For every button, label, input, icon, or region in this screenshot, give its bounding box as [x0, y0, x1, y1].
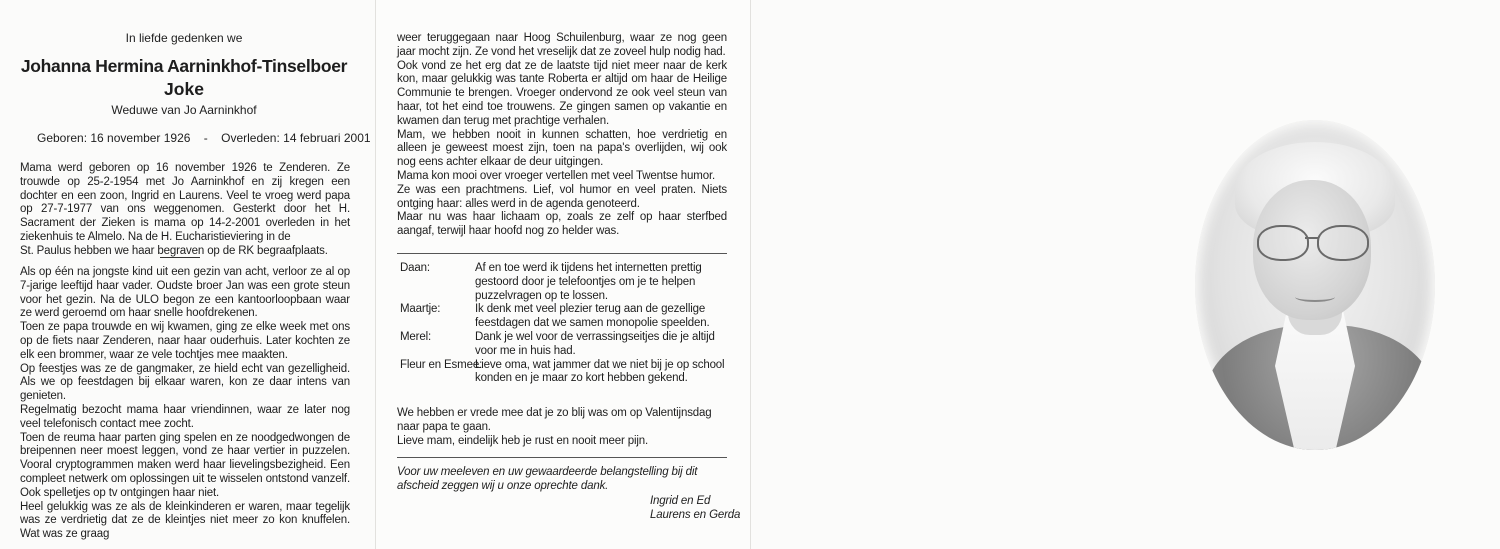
story-paragraph: Regelmatig bezocht mama haar vriendinnen, waar ze later nog veel telefonisch contact mee zocht.: [20, 403, 350, 430]
story-paragraph: Toen de reuma haar parten ging spelen en ze noodgedwongen de breipennen neer moest leggen, vond ze haar vertier in puzzelen. Vooral cryptogrammen maken werd haar lievelingsbezigheid. Een compleet netwerk om oplossingen uit te wisselen ontstond vanzelf. Ook spelletjes op tv ontgingen haar niet.: [20, 431, 350, 499]
grandchild-message: [397, 359, 730, 387]
grandchild-text: Ik denk met veel plezier terug aan de gezellige feestdagen dat we samen monopolie speelden.: [475, 303, 710, 330]
glasses-icon: [1253, 225, 1373, 261]
thank-you-note: [397, 466, 727, 494]
story-paragraph: Op feestjes was ze de gangmaker, ze hield echt van gezelligheid. Als we op feestdagen bij elkaar waren, kon ze daar intens van genieten.: [20, 362, 350, 403]
signatures: [650, 494, 740, 522]
grandchild-text: Lieve oma, wat jammer dat we niet bij je op school konden en je maar zo kort hebben gekend.: [475, 358, 725, 385]
divider: [160, 257, 200, 258]
closing-words: [397, 407, 727, 448]
fold-line: [750, 0, 751, 549]
story-paragraph: Ook vond ze het erg dat ze de laatste tijd niet meer naar de kerk kon, maar gelukkig was tante Roberta er altijd om haar de Heilige Communie te brengen. Vroeger ondervond ze ook veel steun van haar, tot het eind toe trouwens. Ze gingen samen op vakantie en kwamen dan terug met prachtige verhalen.: [397, 59, 727, 127]
portrait-smile: [1295, 292, 1335, 302]
grandchildren-messages: [397, 262, 730, 386]
thank-you-text: Voor uw meeleven en uw gewaardeerde belangstelling bij dit afscheid zeggen wij u onze oprechte dank.: [397, 466, 698, 492]
story-paragraph: Als op één na jongste kind uit een gezin van acht, verloor ze al op 7-jarige leeftijd haar vader. Oudste broer Jan was een grote steun voor het gezin. Na de ULO begon ze een kantoorloopbaan waar ze werd geroemd om haar snelle hoofdrekenen.: [20, 266, 350, 320]
deceased-name: Johanna Hermina Aarninkhof-Tinselboer: [20, 56, 348, 76]
fold-line: [375, 0, 376, 549]
grandchild-message: [397, 331, 730, 359]
divider: [397, 253, 727, 254]
portrait-photo: [1195, 120, 1435, 450]
widow-line: Weduwe van Jo Aarninkhof: [111, 103, 257, 117]
grandchild-message: [397, 262, 730, 303]
story-paragraph: Heel gelukkig was ze als de kleinkinderen er waren, maar tegelijk was ze verdrietig dat ze de kleintjes niet meer zo kon knuffelen. Wat was ze graag: [20, 500, 350, 541]
grandchild-text: Dank je wel voor de verrassingseitjes die je altijd voor me in huis had.: [475, 330, 715, 357]
biography-burial: St. Paulus hebben we haar begraven op de RK begraafplaats.: [20, 244, 328, 257]
story-paragraph: weer teruggegaan naar Hoog Schuilenburg, waar ze nog geen jaar mocht zijn. Ze vond het vreselijk dat ze zoveel hulp nodig had.: [397, 32, 727, 58]
signature-line: Ingrid en Ed: [650, 495, 711, 507]
grandchild-name: Fleur en Esmee:: [400, 358, 483, 371]
story-paragraph: Mam, we hebben nooit in kunnen schatten, hoe verdrietig en alleen je geweest moest zijn, toen na papa's overlijden, wij ook nog eens achter elkaar de deur uitgingen.: [397, 128, 727, 169]
story-paragraph: Maar nu was haar lichaam op, zoals ze zelf op haar sterfbed aangaf, terwijl haar hoofd nog zo helder was.: [397, 211, 727, 238]
intro-line: In liefde gedenken we: [125, 31, 243, 45]
life-dates: Geboren: 16 november 1926 - Overleden: 14 februari 2001: [37, 131, 371, 145]
continued-story: [397, 32, 727, 239]
biography-text: Mama werd geboren op 16 november 1926 te Zenderen. Ze trouwde op 25-2-1954 met Jo Aarninkhof en zij kregen een dochter en een zoon, Ingrid en Laurens. Veel te vroeg werd papa op 27-7-1977 van ons weggenomen. Gesterkt door het H. Sacrament der Zieken is mama op 14-2-2001 overleden in het ziekenhuis te Almelo. Na de H. Eucharistieviering in de: [20, 162, 350, 243]
divider: [397, 457, 727, 458]
signature-line: Laurens en Gerda: [650, 509, 741, 521]
grandchild-message: [397, 303, 730, 331]
deceased-nickname: Joke: [164, 79, 204, 99]
life-story: [20, 266, 350, 542]
grandchild-name: Merel:: [400, 330, 432, 343]
grandchild-name: Daan:: [400, 262, 430, 274]
closing-line: Lieve mam, eindelijk heb je rust en nooit meer pijn.: [397, 434, 649, 447]
story-paragraph: Ze was een prachtmens. Lief, vol humor en veel praten. Niets ontging haar: alles werd in de agenda genoteerd.: [397, 183, 727, 210]
closing-line: We hebben er vrede mee dat je zo blij was om op Valentijnsdag naar papa te gaan.: [397, 407, 712, 433]
story-paragraph: Mama kon mooi over vroeger vertellen met veel Twentse humor.: [397, 169, 716, 182]
biography: [20, 162, 350, 259]
story-paragraph: Toen ze papa trouwde en wij kwamen, ging ze elke week met ons op de fiets naar Zenderen, naar haar ouderhuis. Later kochten ze elk een brommer, waar ze vele tochtjes mee maakten.: [20, 321, 350, 361]
card-panel-left: [0, 0, 375, 549]
grandchild-name: Maartje:: [400, 303, 441, 316]
grandchild-text: Af en toe werd ik tijdens het internetten prettig gestoord door je telefoontjes om je te helpen puzzelvragen op te lossen.: [475, 262, 702, 302]
